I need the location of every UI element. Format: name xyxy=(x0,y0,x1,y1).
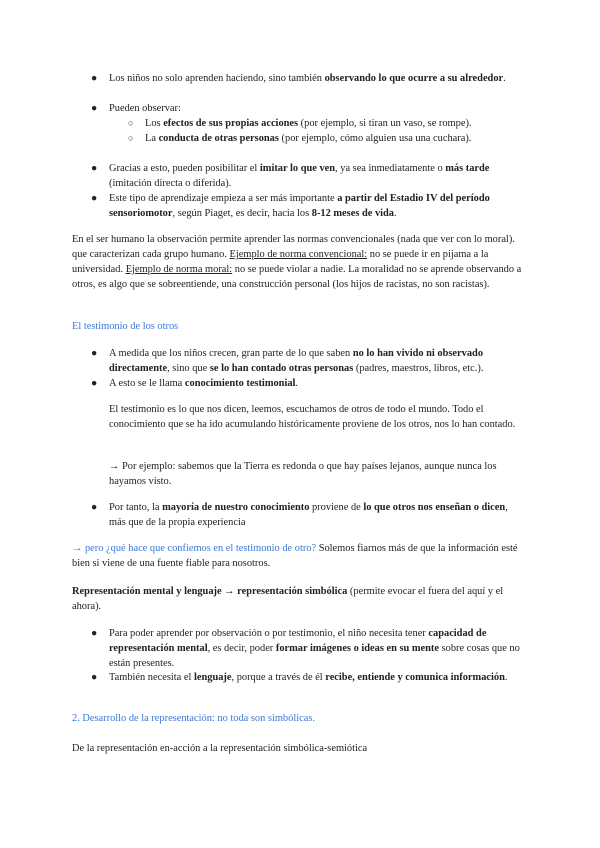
highlight-text: → pero ¿qué hace que confiemos en el testimonio de otro? xyxy=(72,543,317,554)
bold-text: se lo han contado otras personas xyxy=(209,363,354,374)
text: . xyxy=(295,378,299,389)
bullet-item-language xyxy=(91,670,525,685)
bold-text: conducta de otras personas xyxy=(158,133,279,144)
bold-text: más tarde xyxy=(445,163,490,174)
text: , ya sea inmediatamente o xyxy=(335,163,446,174)
text: no se puede violar a nadie. La moralidad no se aprende observando a otros, es algo que se sobreentiende, una construcción personal (los hijos de racistas, no son racistas). xyxy=(72,264,522,290)
text: Los xyxy=(145,118,164,129)
text: , sino que xyxy=(167,363,210,374)
text: . xyxy=(394,208,397,219)
text: (padres, maestros, libros, etc.). xyxy=(353,363,484,374)
underlined-text: Ejemplo de norma moral: xyxy=(125,264,233,275)
text: sobre cosas que no están presentes. xyxy=(109,643,520,669)
paragraph-en-accion: De la representación en-acción a la representación simbólica-semiótica xyxy=(72,743,368,754)
text: Para poder aprender por observación o por testimonio, el niño necesita tener xyxy=(109,628,429,639)
sub-item-effects xyxy=(128,116,525,131)
bullet-item-imitate xyxy=(91,161,525,191)
section-heading-testimonio: El testimonio de los otros xyxy=(72,321,179,332)
text: no se puede ir en pijama a la universidad. xyxy=(72,249,489,275)
bold-text: formar imágenes o ideas en su mente xyxy=(275,643,440,654)
bullet-icon: ● xyxy=(91,193,98,204)
bold-text: efectos de sus propias acciones xyxy=(163,118,299,129)
paragraph-representation xyxy=(72,584,524,614)
text: (por ejemplo, si tiran un vaso, se rompe). xyxy=(298,118,472,129)
bullet-icon: ● xyxy=(91,672,98,683)
bullet-icon: ● xyxy=(91,163,98,174)
text: . xyxy=(503,73,506,84)
text: , porque a través de él xyxy=(231,672,326,683)
bullet-icon: ● xyxy=(91,103,98,114)
text: proviene de xyxy=(309,502,364,513)
paragraph-trust xyxy=(72,541,524,571)
bullet-icon: ● xyxy=(91,73,98,84)
bold-text: recibe, entiende y comunica información xyxy=(325,672,505,683)
bold-text: mayoría de nuestro conocimiento xyxy=(162,502,310,513)
bold-text: a partir del Estadio IV del período sensoriomotor xyxy=(109,193,490,219)
text: Los niños no solo aprenden haciendo, sino también xyxy=(109,73,325,84)
bold-text: conocimiento testimonial xyxy=(184,378,296,389)
paragraph-testimonio: El testimonio es lo que nos dicen, leemos, escuchamos de otros de todo el mundo. Todo el conocimiento que se ha ido acumulando históricamente proviene de los otros, nos lo han contado. xyxy=(109,404,516,430)
text: Solemos fiarnos más de que la información esté bien si viene de una fuente fiable para nosotros. xyxy=(72,543,518,569)
text: . xyxy=(504,672,508,683)
bold-text: capacidad de representación mental xyxy=(109,628,487,654)
circle-bullet-icon: ○ xyxy=(128,133,134,143)
text: Por tanto, la xyxy=(109,502,163,513)
text: También necesita el xyxy=(109,672,194,683)
bold-text: Representación mental y lenguaje → representación simbólica xyxy=(72,586,348,597)
bold-text: lo que otros nos enseñan o dicen xyxy=(363,502,506,513)
bullet-item-observation xyxy=(91,71,525,86)
bullet-icon: ● xyxy=(91,378,98,389)
circle-bullet-icon: ○ xyxy=(128,118,134,128)
bold-text: observando lo que ocurre a su alrededor xyxy=(324,73,504,84)
sub-item-conduct xyxy=(128,131,525,146)
text: La xyxy=(145,133,159,144)
bold-text: imitar lo que ven xyxy=(259,163,336,174)
text: A medida que los niños crecen, gran parte de lo que saben xyxy=(109,348,353,359)
text: , es decir, poder xyxy=(207,643,276,654)
bullet-item-can-observe xyxy=(91,101,525,116)
bullet-item-mental xyxy=(91,626,525,671)
text: , más que de la propia experiencia xyxy=(109,502,508,528)
text: (permite evocar el fuera del aquí y el ahora). xyxy=(72,586,504,612)
bullet-item-piaget xyxy=(91,191,525,221)
text: Pueden observar: xyxy=(109,103,181,114)
underlined-text: Ejemplo de norma convencional: xyxy=(229,249,368,260)
text: A esto se le llama xyxy=(109,378,185,389)
bullet-item-testimonial xyxy=(91,376,525,391)
text: (por ejemplo, cómo alguien usa una cuchara). xyxy=(278,133,472,144)
bullet-icon: ● xyxy=(91,628,98,639)
text: Este tipo de aprendizaje empieza a ser más importante xyxy=(109,193,338,204)
section-heading-desarrollo: 2. Desarrollo de la representación: no toda son simbólicas. xyxy=(72,713,315,724)
bold-text: no lo han vivido ni observado directamente xyxy=(109,348,484,374)
paragraph-example-earth: → Por ejemplo: sabemos que la Tierra es redonda o que hay países lejanos, aunque nunca los hayamos visto. xyxy=(109,461,497,487)
bullet-icon: ● xyxy=(91,348,98,359)
bullet-item-knowledge xyxy=(91,500,525,530)
bullet-item-grow xyxy=(91,346,525,376)
bold-text: lenguaje xyxy=(193,672,232,683)
bullet-icon: ● xyxy=(91,502,98,513)
text: Gracias a esto, pueden posibilitar el xyxy=(109,163,260,174)
paragraph-norms xyxy=(72,232,524,292)
text: En el ser humano la observación permite aprender las normas convencionales (nada que ver con lo moral). que caracterizan cada grupo humano. xyxy=(72,234,515,260)
bold-text: 8-12 meses de vida xyxy=(311,208,395,219)
text: , según Piaget, es decir, hacia los xyxy=(172,208,312,219)
text: (imitación directa o diferida). xyxy=(109,178,232,189)
